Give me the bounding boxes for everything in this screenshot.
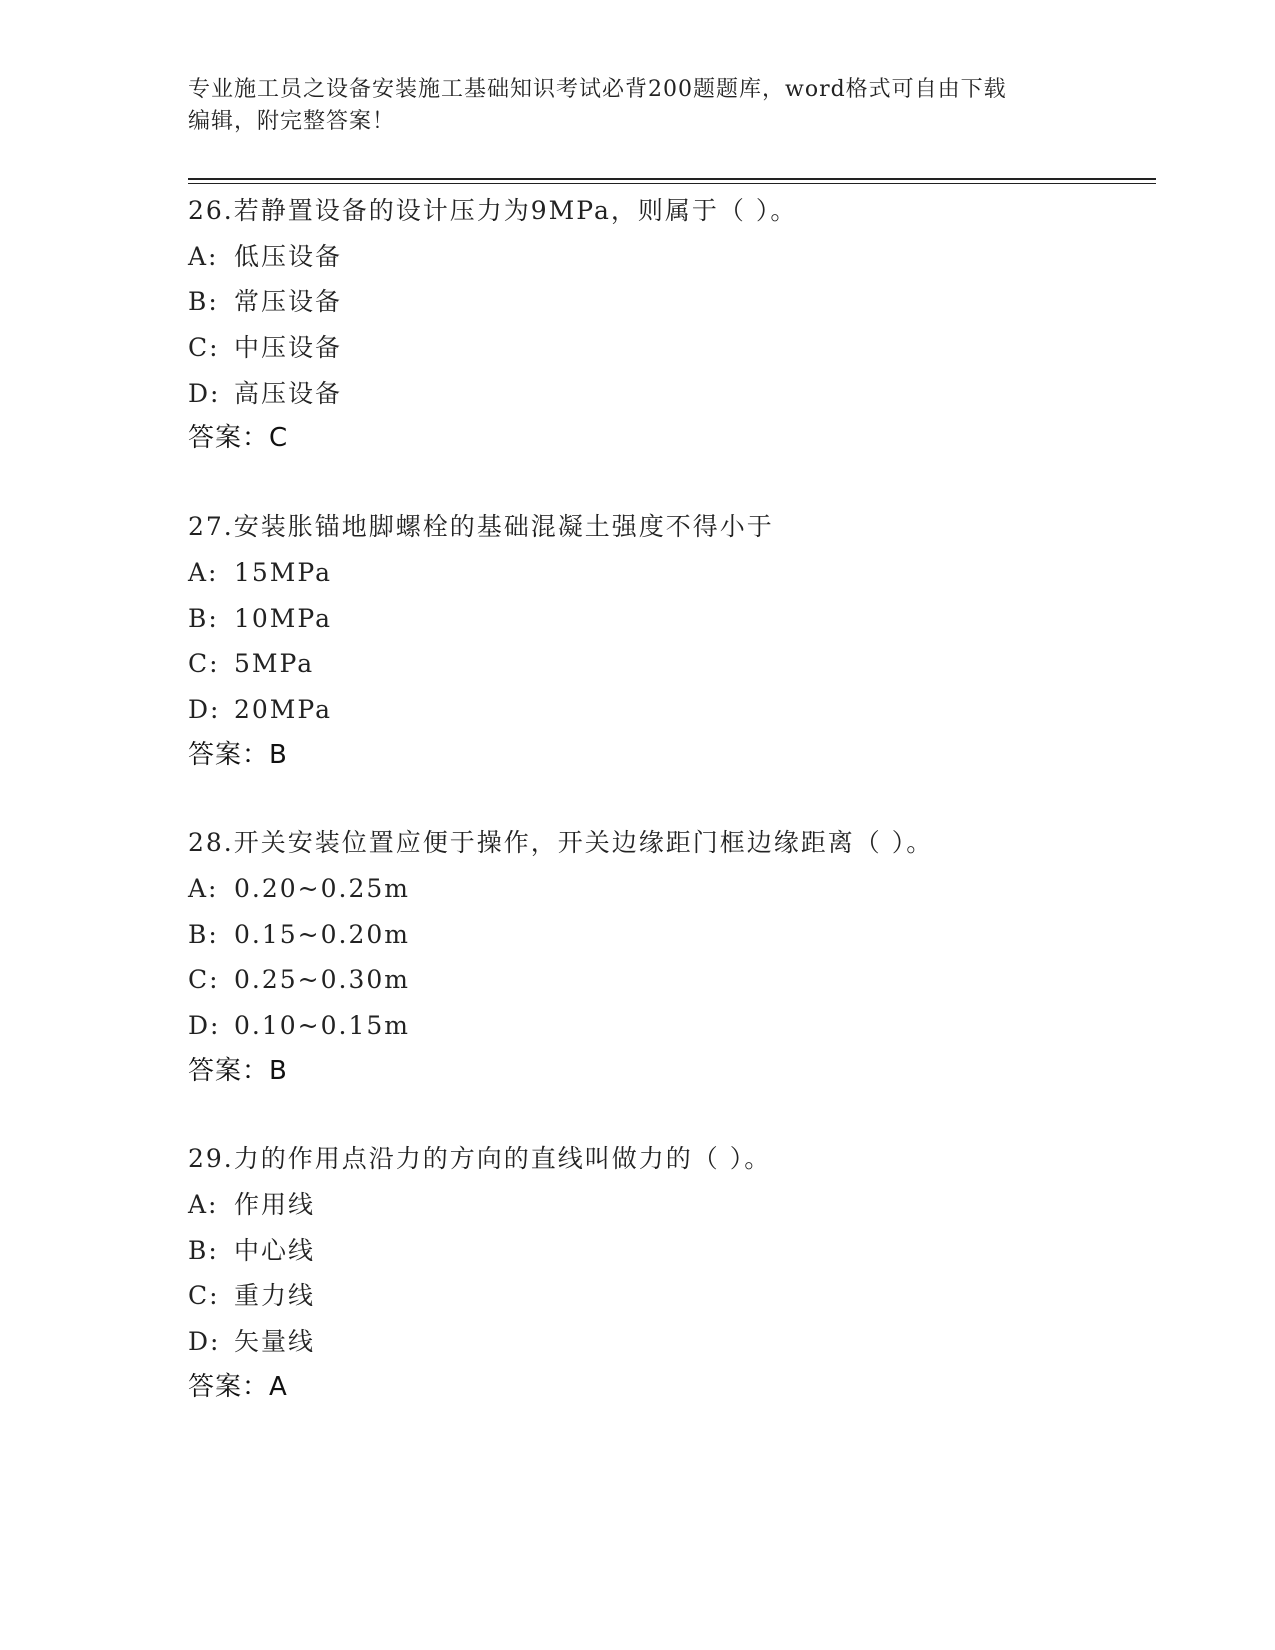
option-d (188, 1319, 1156, 1365)
option-text: 5MPa (234, 649, 315, 679)
option-a (188, 866, 1156, 912)
option-d (188, 1003, 1156, 1049)
question-stem: 28.开关安装位置应便于操作，开关边缘距门框边缘距离（ ）。 (188, 828, 934, 858)
option-b (188, 912, 1156, 958)
option-b (188, 279, 1156, 325)
option-text: 0.10~0.15m (234, 1011, 410, 1040)
option-text: 中心线 (234, 1235, 316, 1265)
option-text: 作用线 (234, 1190, 316, 1220)
option-text: 10MPa (234, 603, 333, 633)
header-divider (188, 178, 1156, 180)
option-letter: A: (188, 1190, 219, 1220)
question-list (188, 188, 1156, 1453)
header-divider-thin (188, 183, 1156, 184)
option-text: 高压设备 (234, 378, 343, 408)
option-d (188, 687, 1156, 733)
option-letter: D: (188, 1327, 221, 1357)
option-letter: A: (188, 241, 219, 271)
option-text: 重力线 (234, 1281, 316, 1311)
option-letter: A: (188, 873, 219, 903)
option-text: 中压设备 (234, 333, 343, 363)
answer-line: 答案：A (188, 1371, 288, 1402)
option-letter: C: (188, 333, 220, 363)
option-text: 15MPa (234, 557, 333, 587)
option-b (188, 1228, 1156, 1274)
option-letter: B: (188, 287, 219, 317)
answer-line: 答案：B (188, 739, 288, 770)
option-text: 常压设备 (234, 287, 343, 317)
question-stem: 27.安装胀锚地脚螺栓的基础混凝土强度不得小于 (188, 512, 774, 542)
option-b (188, 596, 1156, 642)
option-a (188, 550, 1156, 596)
option-letter: D: (188, 1011, 221, 1040)
option-text: 矢量线 (234, 1327, 316, 1357)
option-c (188, 641, 1156, 687)
option-letter: C: (188, 965, 220, 995)
document-header (188, 74, 1068, 138)
option-a (188, 234, 1156, 280)
question-item (188, 188, 1156, 462)
option-letter: B: (188, 919, 219, 949)
option-d (188, 371, 1156, 417)
option-letter: D: (188, 694, 221, 724)
question-stem: 29.力的作用点沿力的方向的直线叫做力的（ ）。 (188, 1144, 772, 1174)
question-stem: 26.若静置设备的设计压力为9MPa，则属于（ ）。 (188, 196, 798, 225)
header-line-1: 专业施工员之设备安装施工基础知识考试必背200题题库，word格式可自由下载 (188, 77, 1007, 102)
option-c (188, 325, 1156, 371)
option-c (188, 1273, 1156, 1319)
option-letter: C: (188, 649, 220, 679)
option-text: 0.25~0.30m (234, 965, 410, 995)
option-c (188, 957, 1156, 1003)
header-line-2: 编辑，附完整答案！ (188, 109, 396, 134)
option-letter: D: (188, 378, 221, 408)
option-text: 20MPa (234, 694, 333, 724)
question-item (188, 820, 1156, 1094)
option-letter: B: (188, 603, 219, 633)
option-text: 低压设备 (234, 241, 343, 271)
question-item (188, 504, 1156, 778)
answer-line: 答案：B (188, 1055, 288, 1086)
question-item (188, 1136, 1156, 1410)
option-letter: A: (188, 557, 219, 587)
option-letter: B: (188, 1235, 219, 1265)
option-a (188, 1182, 1156, 1228)
option-text: 0.15~0.20m (234, 919, 410, 949)
option-text: 0.20~0.25m (234, 873, 410, 903)
option-letter: C: (188, 1281, 220, 1311)
answer-line: 答案：C (188, 423, 289, 454)
